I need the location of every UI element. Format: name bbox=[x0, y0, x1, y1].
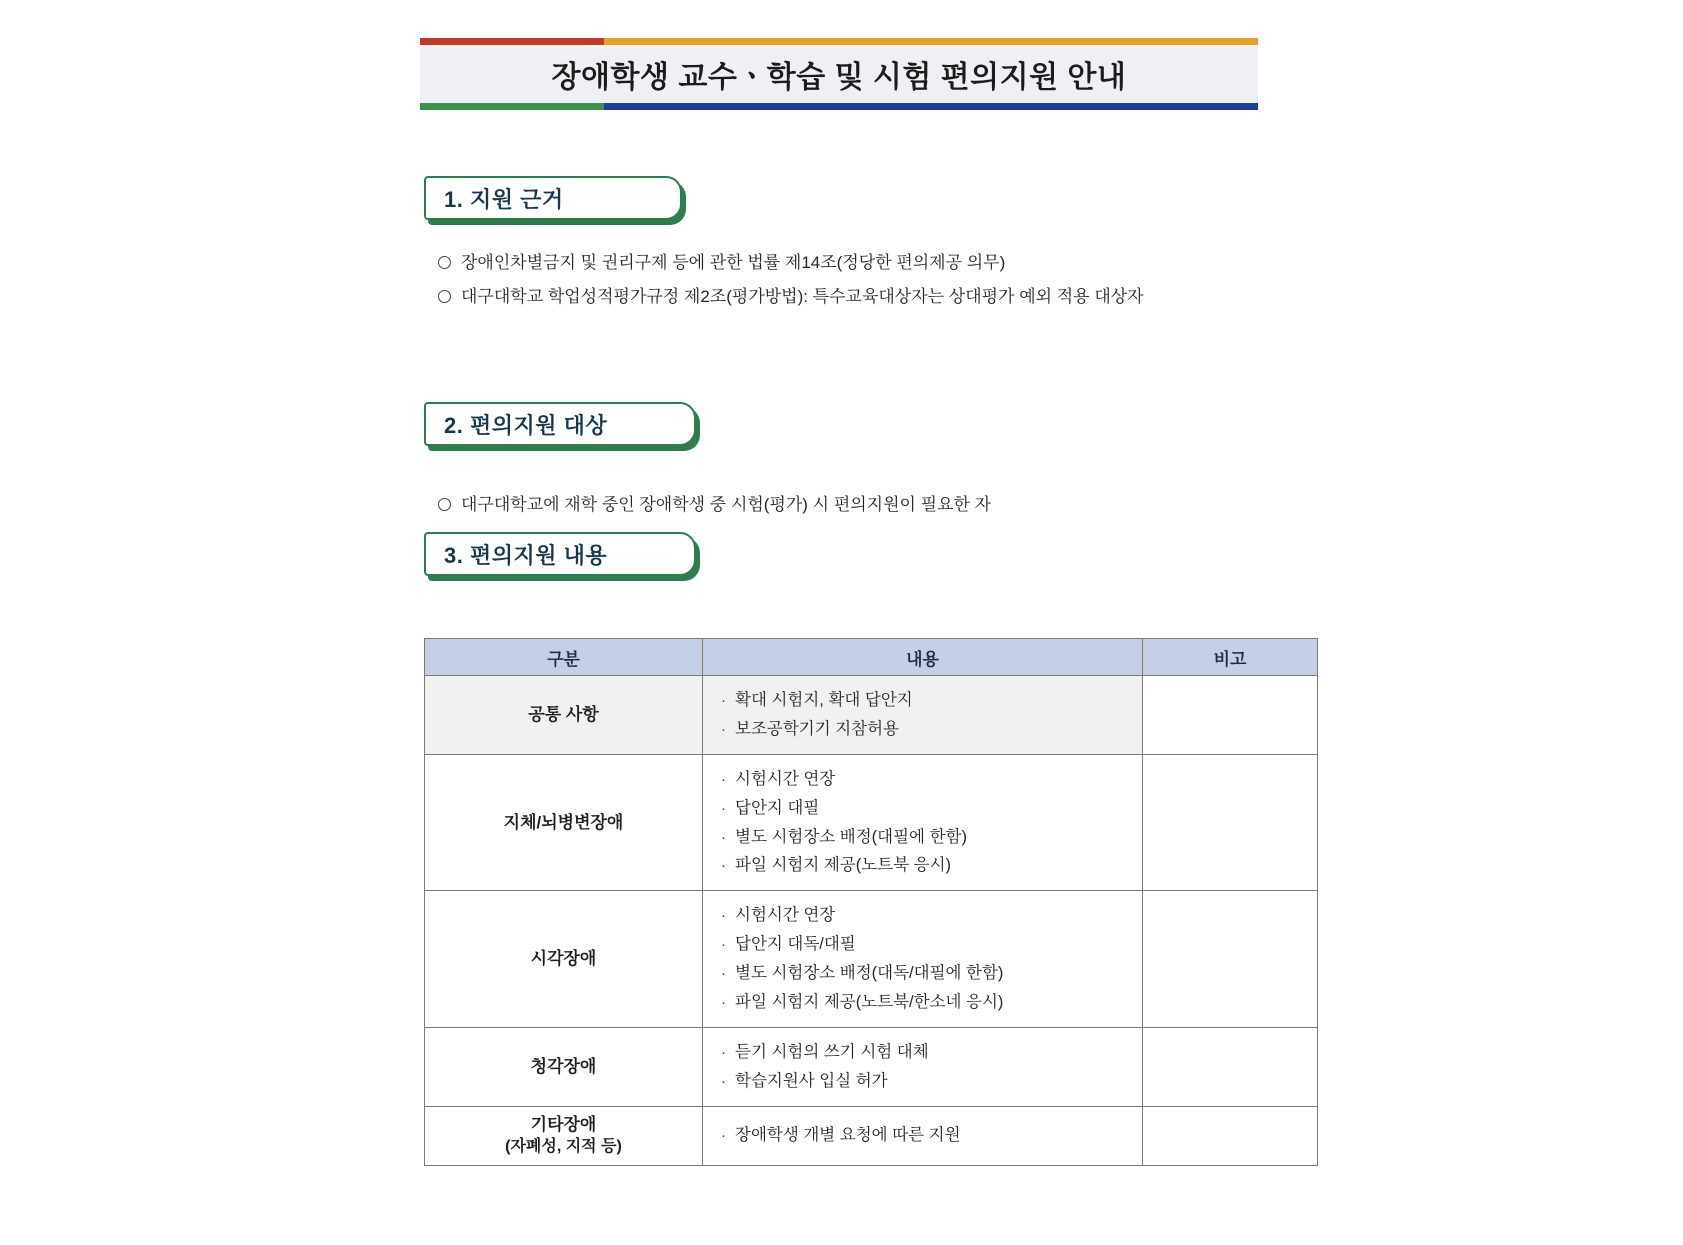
table-row bbox=[425, 891, 1318, 1028]
table-cell-note bbox=[1143, 891, 1318, 1028]
content-line-text: 듣기 시험의 쓰기 시험 대체 bbox=[735, 1042, 929, 1061]
dash-bullet-icon: · bbox=[721, 1127, 726, 1145]
title-top-rule bbox=[420, 38, 1258, 45]
table-row bbox=[425, 1106, 1318, 1165]
table-cell-content bbox=[703, 1027, 1143, 1106]
dash-bullet-icon: · bbox=[721, 770, 726, 788]
table-cell-note bbox=[1143, 676, 1318, 755]
content-line bbox=[721, 686, 1130, 715]
content-line-text: 장애학생 개별 요청에 따른 지원 bbox=[735, 1126, 961, 1145]
rule-segment-green bbox=[420, 103, 604, 110]
table-cell-category: 시각장애 bbox=[425, 891, 703, 1028]
table-header-cell-category: 구분 bbox=[425, 639, 703, 676]
circle-bullet-icon bbox=[438, 256, 451, 269]
table-row bbox=[425, 754, 1318, 891]
content-line bbox=[721, 901, 1130, 930]
table-cell-category: 공통 사항 bbox=[425, 676, 703, 755]
content-line bbox=[721, 851, 1130, 880]
dash-bullet-icon: · bbox=[721, 1043, 726, 1061]
content-line-text: 학습지원사 입실 허가 bbox=[735, 1071, 888, 1090]
section-heading-support-target bbox=[424, 402, 696, 446]
circle-bullet-icon bbox=[438, 498, 451, 511]
list-item bbox=[438, 490, 1198, 520]
dash-bullet-icon: · bbox=[721, 799, 726, 817]
content-line bbox=[721, 715, 1130, 744]
table-cell-note bbox=[1143, 1027, 1318, 1106]
dash-bullet-icon: · bbox=[721, 936, 726, 954]
content-line bbox=[721, 765, 1130, 794]
content-line-text: 파일 시험지 제공(노트북 응시) bbox=[735, 856, 952, 875]
content-line bbox=[721, 794, 1130, 823]
table-cell-category: 지체/뇌병변장애 bbox=[425, 754, 703, 891]
title-block bbox=[420, 38, 1258, 110]
content-line-text: 별도 시험장소 배정(대필에 한함) bbox=[735, 827, 967, 846]
content-line-text: 확대 시험지, 확대 답안지 bbox=[735, 691, 913, 709]
table-cell-content bbox=[703, 676, 1143, 755]
list-item bbox=[438, 282, 1158, 312]
list-item-text: 대구대학교에 재학 중인 장애학생 중 시험(평가) 시 편의지원이 필요한 자 bbox=[461, 495, 992, 514]
rule-segment-red bbox=[420, 38, 604, 45]
table-cell-note bbox=[1143, 1106, 1318, 1165]
content-line bbox=[721, 823, 1130, 852]
table-cell-note bbox=[1143, 754, 1318, 891]
table-cell-category bbox=[425, 1106, 703, 1165]
table-row bbox=[425, 1027, 1318, 1106]
rule-segment-blue bbox=[604, 103, 1258, 110]
content-line-text: 보조공학기기 지참허용 bbox=[735, 719, 899, 738]
list-item bbox=[438, 248, 1158, 278]
page-title: 장애학생 교수ㆍ학습 및 시험 편의지원 안내 bbox=[551, 61, 1127, 94]
title-banner bbox=[420, 45, 1258, 103]
section-heading-label: 2. 편의지원 대상 bbox=[444, 412, 608, 438]
section-heading-support-content bbox=[424, 532, 696, 576]
title-bottom-rule bbox=[420, 103, 1258, 110]
table-cell-content bbox=[703, 1106, 1143, 1165]
table-header-cell-note: 비고 bbox=[1143, 639, 1318, 676]
table-header-cell-content: 내용 bbox=[703, 639, 1143, 676]
content-line bbox=[721, 988, 1130, 1017]
rule-segment-orange bbox=[604, 38, 1258, 45]
table-cell-category-main: 기타장애 bbox=[530, 1114, 597, 1134]
content-line-text: 별도 시험장소 배정(대독/대필에 한함) bbox=[735, 964, 1004, 982]
section-heading-label: 1. 지원 근거 bbox=[444, 186, 564, 212]
content-line-text: 파일 시험지 제공(노트북/한소네 응시) bbox=[735, 992, 1004, 1011]
content-line bbox=[721, 1038, 1130, 1067]
content-line-text: 답안지 대필 bbox=[735, 798, 820, 817]
content-line bbox=[721, 1121, 1130, 1150]
dash-bullet-icon: · bbox=[721, 828, 726, 846]
table-header-row bbox=[425, 639, 1318, 676]
content-line bbox=[721, 1067, 1130, 1096]
support-target-list bbox=[438, 490, 1198, 524]
content-line bbox=[721, 959, 1130, 988]
content-line-text: 시험시간 연장 bbox=[735, 906, 836, 925]
table-cell-category: 청각장애 bbox=[425, 1027, 703, 1106]
content-line-text: 시험시간 연장 bbox=[735, 769, 836, 788]
dash-bullet-icon: · bbox=[721, 993, 726, 1011]
dash-bullet-icon: · bbox=[721, 692, 726, 709]
dash-bullet-icon: · bbox=[721, 720, 726, 738]
support-content-table bbox=[424, 638, 1318, 1166]
content-line-text: 답안지 대독/대필 bbox=[735, 935, 856, 954]
section-heading-label: 3. 편의지원 내용 bbox=[444, 542, 608, 568]
list-item-text: 장애인차별금지 및 권리구제 등에 관한 법률 제14조(정당한 편의제공 의무) bbox=[461, 253, 1006, 272]
list-item-text: 대구대학교 학업성적평가규정 제2조(평가방법): 특수교육대상자는 상대평가 예외 적용 대상자 bbox=[461, 286, 1144, 306]
support-basis-list bbox=[438, 248, 1158, 316]
table-row bbox=[425, 676, 1318, 755]
table-cell-content bbox=[703, 891, 1143, 1028]
dash-bullet-icon: · bbox=[721, 1072, 726, 1090]
circle-bullet-icon bbox=[438, 290, 451, 303]
content-line bbox=[721, 930, 1130, 959]
dash-bullet-icon: · bbox=[721, 907, 726, 925]
section-heading-support-basis bbox=[424, 176, 682, 220]
table-cell-category-sub: (자폐성, 지적 등) bbox=[505, 1138, 622, 1156]
dash-bullet-icon: · bbox=[721, 965, 726, 982]
dash-bullet-icon: · bbox=[721, 857, 726, 875]
table-cell-content bbox=[703, 754, 1143, 891]
